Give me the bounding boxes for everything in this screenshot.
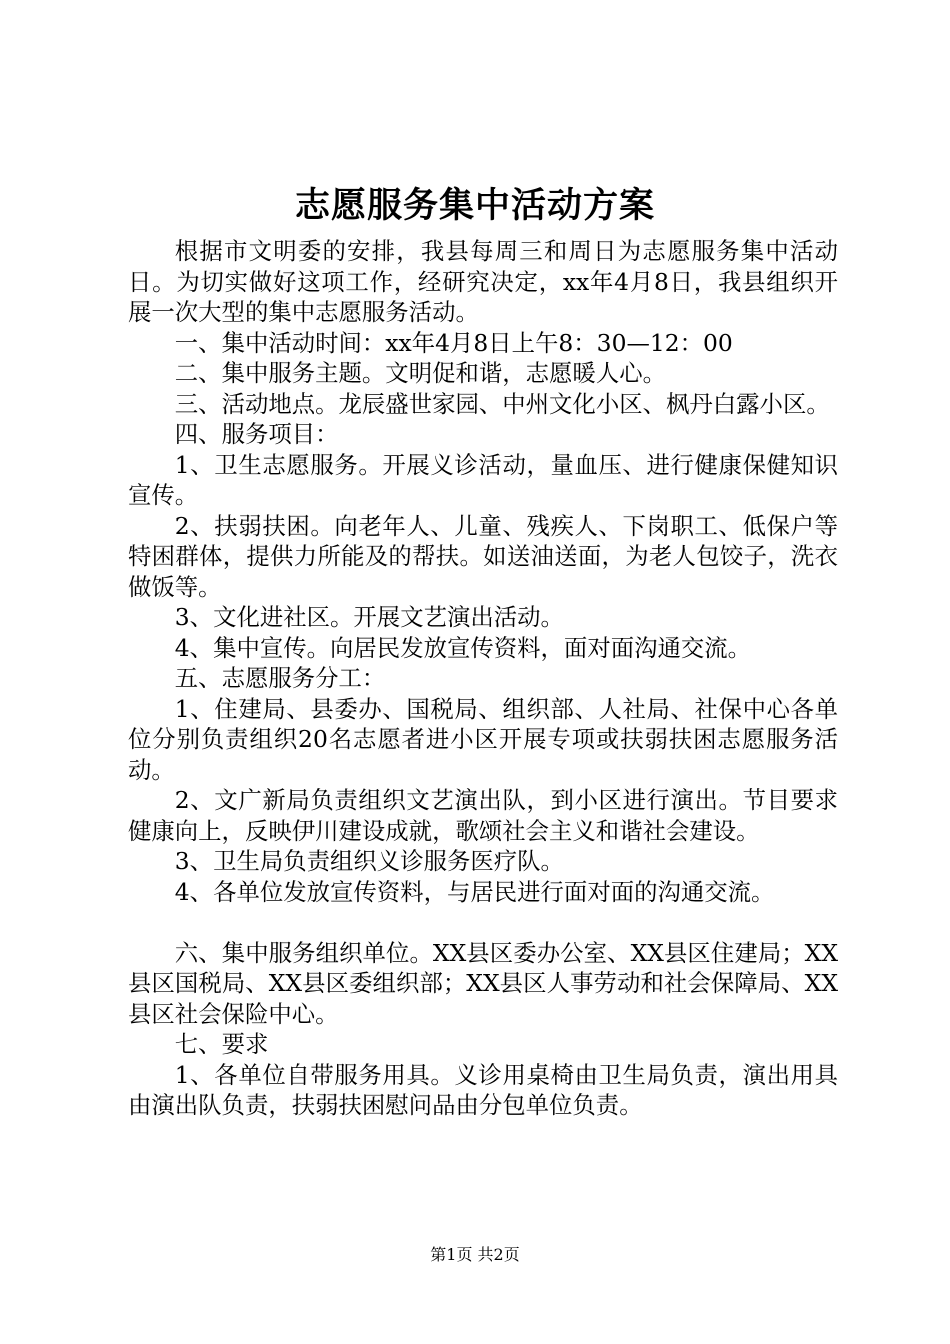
paragraph-service-items-heading: 四、服务项目： bbox=[174, 420, 339, 448]
paragraph-intro: 根据市文明委的安排，我县每周三和周日为志愿服务集中活动日。为切实做好这项工作，经研究决定，xx年4月8日，我县组织开展一次大型的集中志愿服务活动。 bbox=[128, 237, 838, 326]
paragraph-activity-time: 一、集中活动时间：xx年4月8日上午8：30—12：00 bbox=[174, 328, 733, 357]
paragraph-division-heading: 五、志愿服务分工： bbox=[174, 664, 386, 692]
paragraph-service-item-3: 3、文化进社区。开展文艺演出活动。 bbox=[174, 603, 564, 631]
paragraph-service-item-1: 1、卫生志愿服务。开展义诊活动，量血压、进行健康保健知识宣传。 bbox=[128, 450, 838, 509]
paragraph-division-1: 1、住建局、县委办、国税局、组织部、人社局、社保中心各单位分别负责组织20名志愿者进小区开展专项或扶弱扶困志愿服务活动。 bbox=[128, 694, 838, 784]
paragraph-service-item-4: 4、集中宣传。向居民发放宣传资料，面对面沟通交流。 bbox=[174, 633, 752, 662]
page-footer: 第1页 共2页 bbox=[430, 1245, 520, 1264]
paragraph-organizers: 六、集中服务组织单位。XX县区委办公室、XX县区住建局；XX县区国税局、XX县区委组织部；XX县区人事劳动和社会保障局、XX县区社会保险中心。 bbox=[128, 938, 838, 1028]
paragraph-service-theme: 二、集中服务主题。文明促和谐，志愿暖人心。 bbox=[174, 359, 666, 387]
paragraph-division-3: 3、卫生局负责组织义诊服务医疗队。 bbox=[174, 847, 564, 875]
document-title: 志愿服务集中活动方案 bbox=[294, 186, 655, 226]
paragraph-activity-location: 三、活动地点。龙辰盛世家园、中州文化小区、枫丹白露小区。 bbox=[174, 389, 830, 418]
paragraph-service-item-2: 2、扶弱扶困。向老年人、儿童、残疾人、下岗职工、低保户等特困群体，提供力所能及的帮扶。如送油送面，为老人包饺子，洗衣做饭等。 bbox=[128, 511, 838, 601]
paragraph-division-2: 2、文广新局负责组织文艺演出队，到小区进行演出。节目要求健康向上，反映伊川建设成就，歌颂社会主义和谐社会建设。 bbox=[128, 786, 838, 845]
paragraph-requirements-heading: 七、要求 bbox=[174, 1030, 269, 1058]
document-body bbox=[128, 236, 838, 1121]
paragraph-division-4: 4、各单位发放宣传资料，与居民进行面对面的沟通交流。 bbox=[174, 877, 775, 906]
paragraph-requirement-1: 1、各单位自带服务用具。义诊用桌椅由卫生局负责，演出用具由演出队负责，扶弱扶困慰问品由分包单位负责。 bbox=[128, 1060, 838, 1119]
